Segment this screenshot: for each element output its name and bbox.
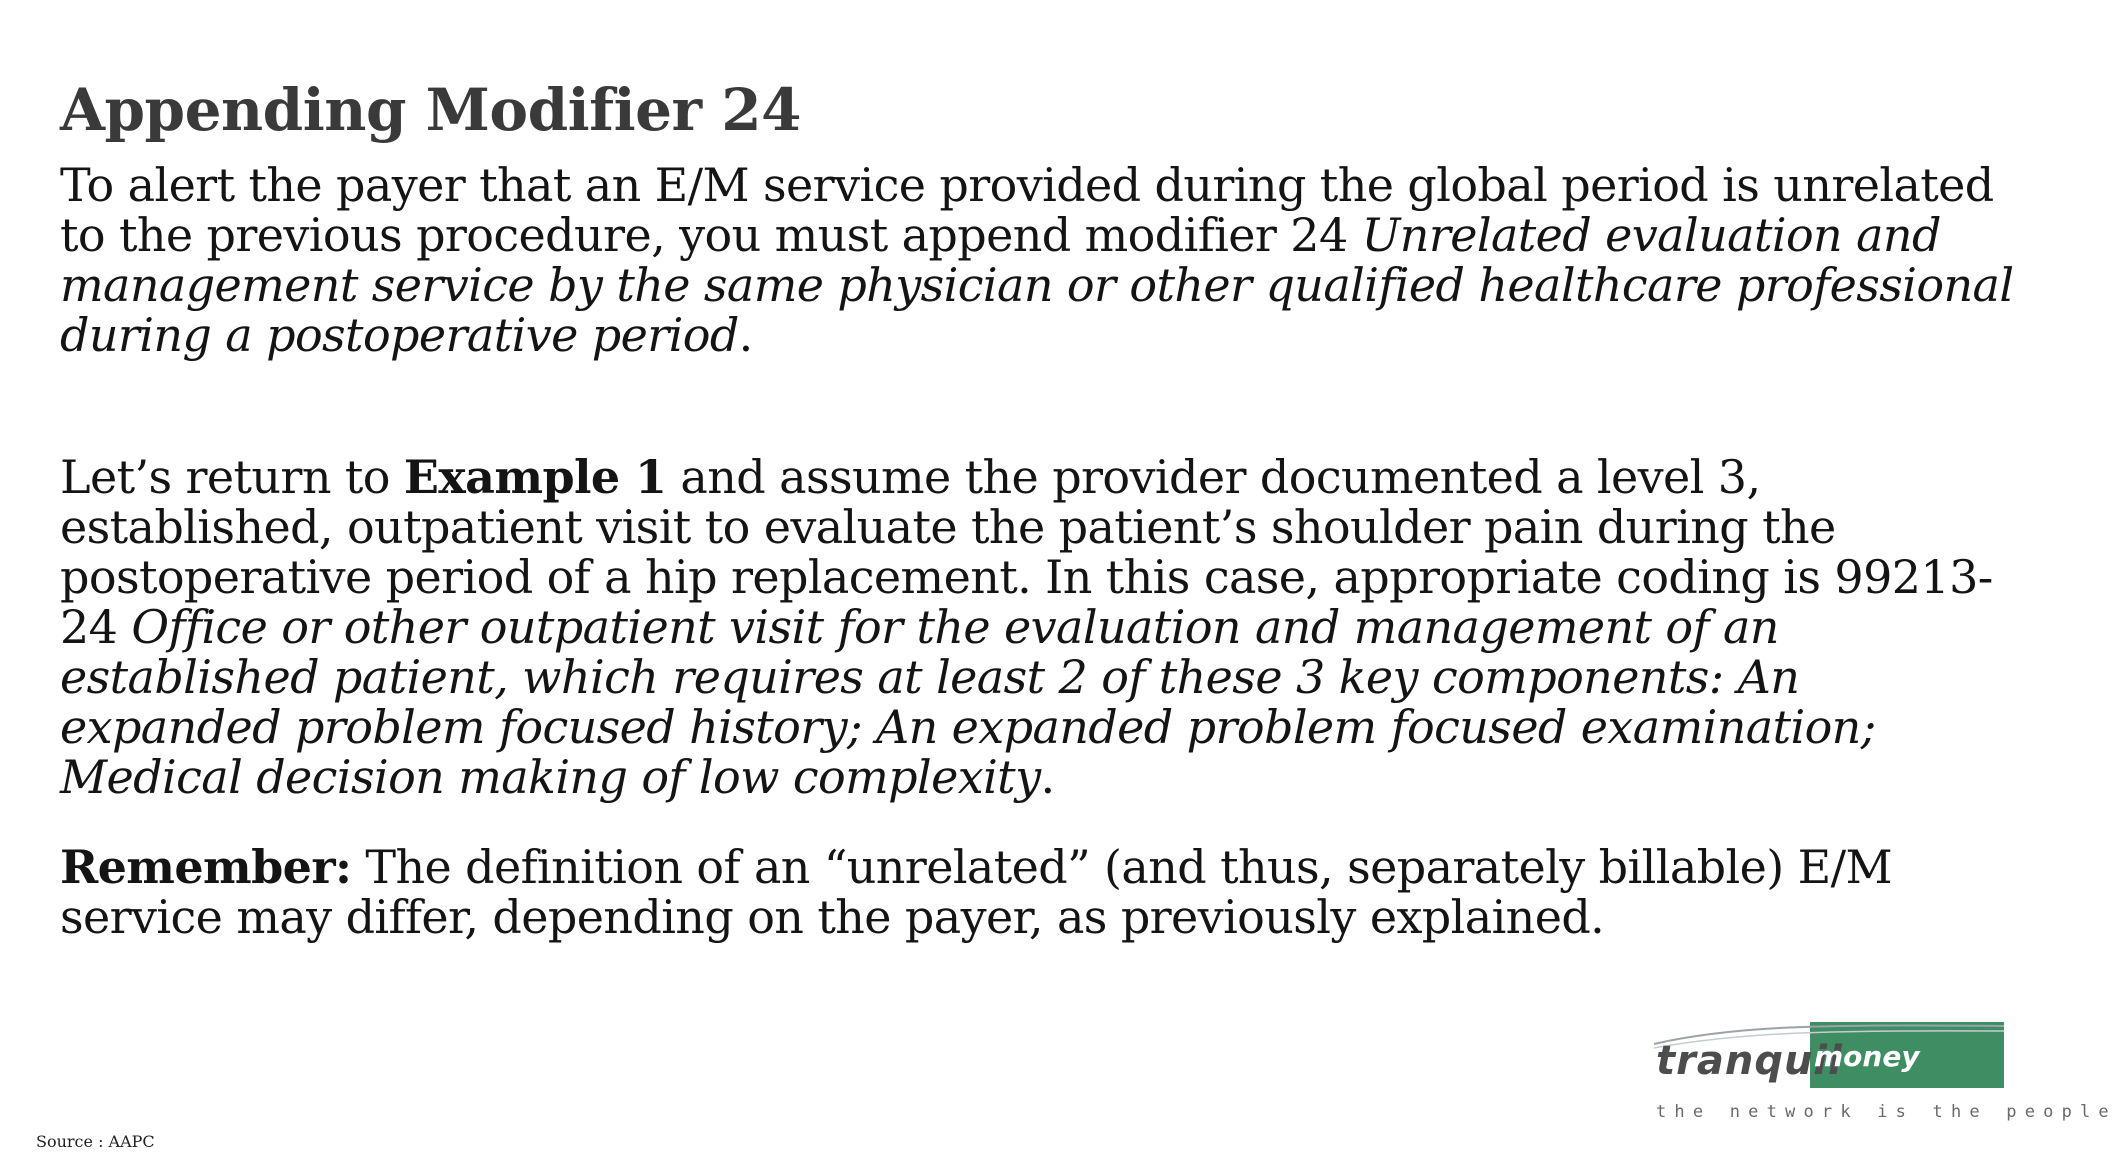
paragraph2-end: .: [1040, 750, 1055, 804]
paragraph-remember: [60, 842, 2020, 942]
paragraph3-bold: Remember:: [60, 840, 352, 894]
paragraph1-text: To alert the payer that an E/M service provided during the global period is unrelated to the previous procedure, you must append modifier 24: [60, 158, 1994, 262]
slide-title: Appending Modifier 24: [60, 76, 802, 144]
paragraph1-end: .: [738, 308, 753, 362]
paragraph2-text: and assume the provider documented a level 3, established, outpatient visit to evaluate the patient’s shoulder pain during the postoperative period of a hip replacement. In this case, appropriate coding is 99213-24: [60, 450, 1993, 654]
paragraph2-italic: Office or other outpatient visit for the evaluation and management of an established patient, which requires at least 2 of these 3 key components: An expanded problem focused history; An expanded problem focused examination; Medical decision making of low complexity: [60, 600, 1876, 804]
company-logo: [1652, 1022, 2117, 1122]
paragraph3-text: The definition of an “unrelated” (and thus, separately billable) E/M service may differ, depending on the payer, as previously explained.: [60, 840, 1892, 944]
paragraph2-lead: Let’s return to: [60, 450, 404, 504]
logo-tagline: the network is the people: [1656, 1102, 2117, 1122]
logo-word-tranquil: tranquil: [1656, 1038, 1843, 1084]
logo-word-money: money: [1814, 1040, 1920, 1073]
paragraph-modifier-24-definition: [60, 160, 2020, 360]
paragraph2-bold: Example 1: [403, 450, 667, 504]
source-note: Source : AAPC: [36, 1132, 155, 1151]
paragraph-example: [60, 452, 2020, 802]
paragraph1-italic: Unrelated evaluation and management service by the same physician or other qualified healthcare professional during a postoperative period: [60, 208, 2014, 362]
